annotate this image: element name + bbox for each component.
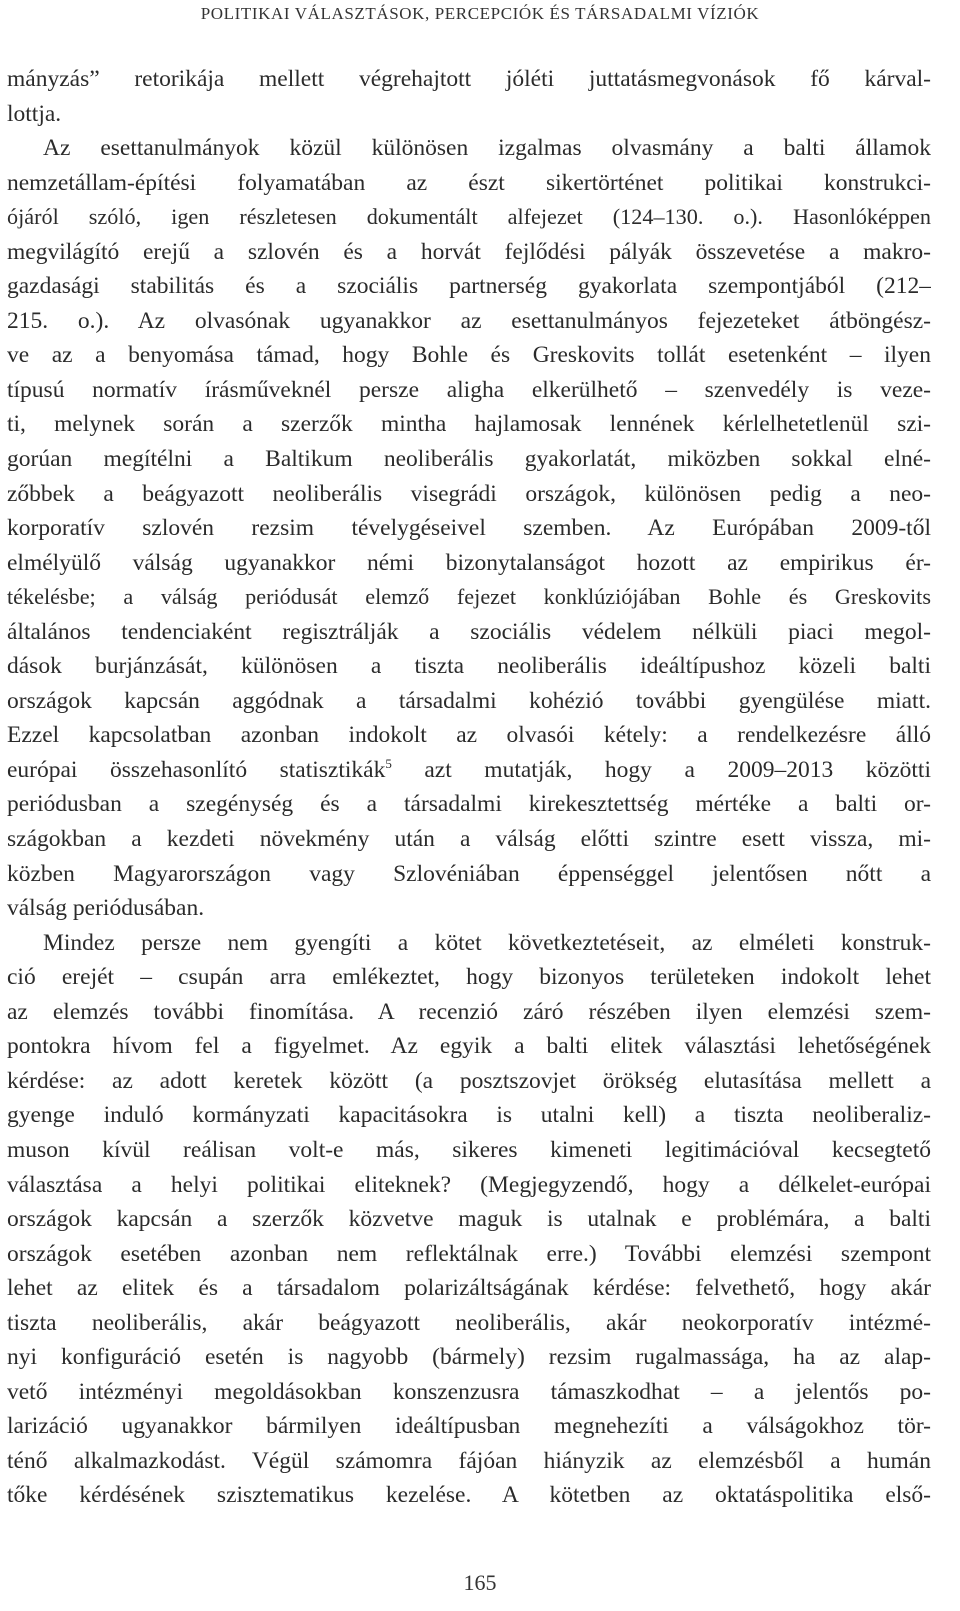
text-line: ti, melynek során a szerzők mintha hajlamosak lennének kérlelhetetlenül szi- — [7, 411, 931, 438]
text-line: országok kapcsán aggódnak a társadalmi kohézió további gyengülése miatt. — [7, 687, 931, 714]
text-line: elmélyülő válság ugyanakkor némi bizonytalanságot hozott az empirikus ér- — [7, 549, 931, 576]
text-line: pontokra hívom fel a figyelmet. Az egyik a balti elitek választási lehetőségének — [7, 1033, 931, 1060]
text-line: zőbbek a beágyazott neoliberális visegrádi országok, különösen pedig a neo- — [7, 480, 931, 507]
text-line: muson kívül reálisan volt-e más, sikeres kimeneti legitimációval kecsegtető — [7, 1136, 931, 1163]
text-line-part: azt mutatják, hogy a 2009–2013 közötti — [424, 756, 931, 783]
text-line: az elemzés további finomítása. A recenzió záró részében ilyen elemzési szem- — [7, 998, 931, 1025]
text-line: lottja. — [7, 100, 62, 127]
text-line: válság periódusában. — [7, 895, 205, 922]
text-line: szágokban a kezdeti növekmény után a válság előtti szintre esett vissza, mi- — [7, 826, 931, 853]
text-line: 215. o.). Az olvasónak ugyanakkor az esettanulmányos fejezeteket átböngész- — [7, 307, 931, 334]
text-line: általános tendenciaként regisztrálják a szociális védelem nélküli piaci megol- — [7, 618, 931, 645]
text-line-with-footnote — [7, 753, 931, 788]
paragraph-start-line: Az esettanulmányok közül különösen izgalmas olvasmány a balti államok — [43, 135, 931, 162]
text-line: vető intézményi megoldásokban konszenzusra támaszkodhat – a jelentős po- — [7, 1378, 931, 1405]
footnote-reference: 5 — [385, 755, 392, 771]
text-line: dások burjánzását, különösen a tiszta neoliberális ideáltípushoz közeli balti — [7, 653, 931, 680]
text-line: ójáról szóló, igen részletesen dokumentált alfejezet (124–130. o.). Hasonlóképpen — [7, 204, 931, 230]
text-line: periódusban a szegénység és a társadalmi kirekesztettség mértéke a balti or- — [7, 791, 931, 818]
text-line: gorúan megítélni a Baltikum neoliberális gyakorlatát, miközben sokkal elné- — [7, 446, 931, 473]
text-line: nemzetállam-építési folyamatában az észt sikertörténet politikai konstrukci- — [7, 169, 931, 196]
text-line: gyenge induló kormányzati kapacitásokra is utalni kell) a tiszta neoliberaliz- — [7, 1102, 931, 1129]
running-head: POLITIKAI VÁLASZTÁSOK, PERCEPCIÓK ÉS TÁRSADALMI VÍZIÓK — [200, 4, 760, 23]
text-line-part: európai összehasonlító statisztikák — [7, 756, 386, 783]
text-line: nyi konfiguráció esetén is nagyobb (bármely) rezsim rugalmassága, ha az alap- — [7, 1344, 931, 1371]
text-line: tőke kérdésének szisztematikus kezelése. A kötetben az oktatáspolitika első- — [7, 1482, 931, 1509]
text-line: mányzás” retorikája mellett végrehajtott jóléti juttatásmegvonások fő kárval- — [7, 66, 931, 92]
text-line: Ezzel kapcsolatban azonban indokolt az olvasói kétely: a rendelkezésre álló — [7, 722, 931, 749]
text-line: országok kapcsán a szerzők közvetve maguk is utalnak e problémára, a balti — [7, 1206, 931, 1233]
text-line: larizáció ugyanakkor bármilyen ideáltípusban megnehezíti a válságokhoz tör- — [7, 1413, 931, 1440]
text-line: ció erejét – csupán arra emlékeztet, hogy bizonyos területeken indokolt lehet — [7, 964, 931, 991]
text-line: kérdése: az adott keretek között (a posztszovjet örökség elutasítása mellett a — [7, 1067, 931, 1094]
text-line: megvilágító erejű a szlovén és a horvát fejlődési pályák összevetése a makro- — [7, 238, 931, 265]
text-line: tiszta neoliberális, akár beágyazott neoliberális, akár neokorporatív intézmé- — [7, 1309, 931, 1336]
text-line: lehet az elitek és a társadalom polarizáltságának kérdése: felvethető, hogy akár — [7, 1275, 931, 1302]
text-line: korporatív szlovén rezsim tévelygéseivel szemben. Az Európában 2009-től — [7, 515, 931, 542]
paragraph-start-line: Mindez persze nem gyengíti a kötet következtetéseit, az elméleti konstruk- — [43, 929, 931, 956]
text-line: országok esetében azonban nem reflektálnak erre.) További elemzési szempont — [7, 1240, 931, 1267]
page-number: 165 — [463, 1570, 497, 1595]
body-text — [7, 62, 931, 1513]
text-line: ve az a benyomása támad, hogy Bohle és Greskovits tollát esetenként – ilyen — [7, 342, 931, 369]
text-line: gazdasági stabilitás és a szociális partnerség gyakorlata szempontjából (212– — [7, 273, 931, 300]
text-line: tékelésbe; a válság periódusát elemző fejezet konklúziójában Bohle és Greskovits — [7, 584, 931, 610]
text-line: ténő alkalmazkodást. Végül számomra fájóan hiányzik az elemzésből a humán — [7, 1447, 931, 1474]
text-line: típusú normatív írásműveknél persze aligha elkerülhető – szenvedély is veze- — [7, 376, 931, 403]
text-line: választása a helyi politikai eliteknek? (Megjegyzendő, hogy a délkelet-európai — [7, 1171, 931, 1198]
text-line: közben Magyarországon vagy Szlovéniában éppenséggel jelentősen nőtt a — [7, 860, 931, 887]
